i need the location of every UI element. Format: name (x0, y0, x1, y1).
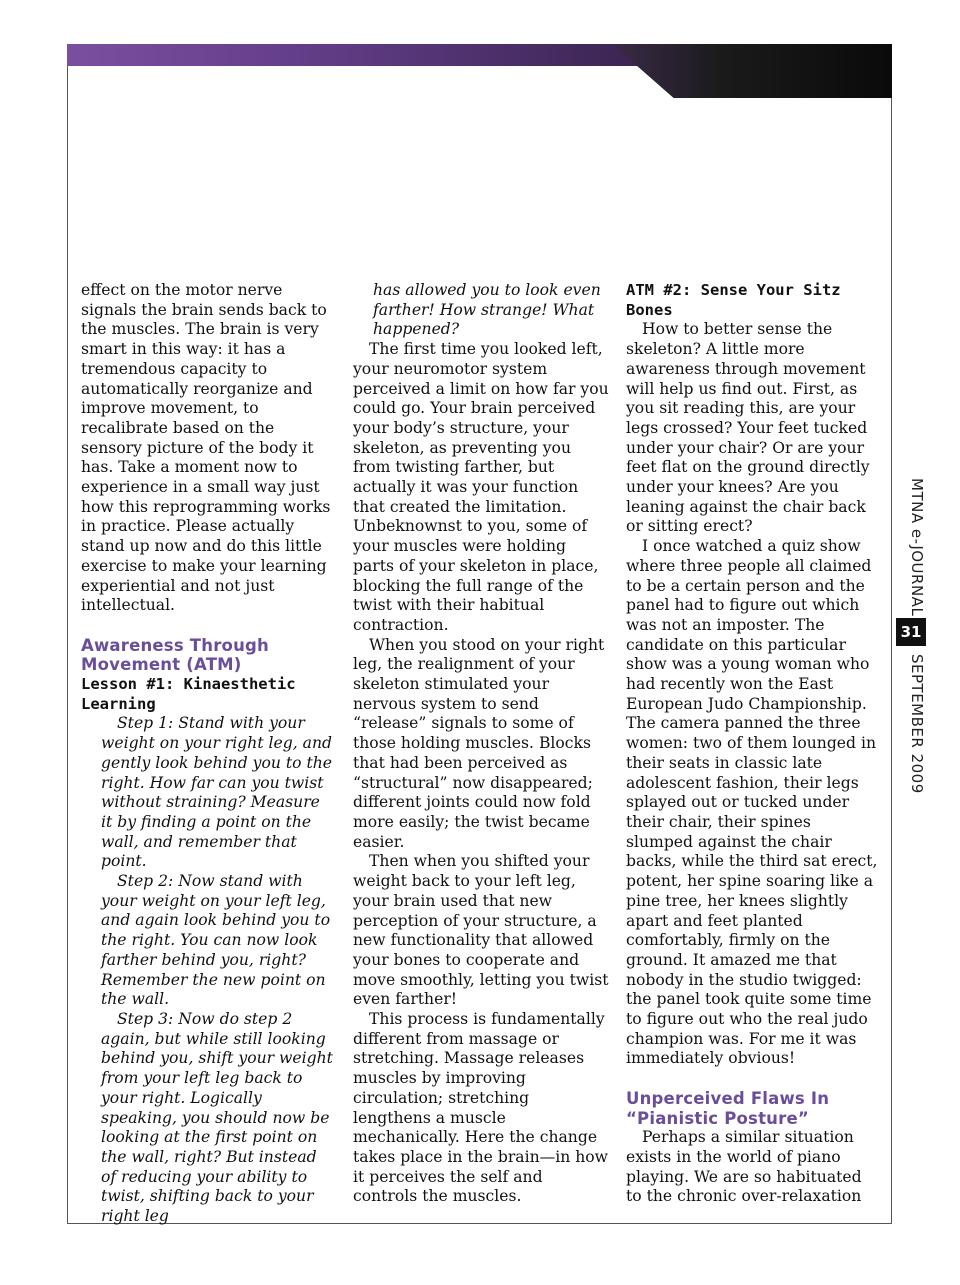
step-1: Step 1: Stand with your weight on your right leg, and gently look behind you to the right. How far can you twist without straining? Measure it by finding a point on the wall, and remember that point. (101, 714, 333, 871)
header-banner (67, 44, 892, 98)
section-heading: Unperceived Flaws In “Pianistic Posture” (626, 1088, 830, 1128)
atm2-heading: ATM #2: Sense Your Sitz Bones (626, 281, 841, 319)
body-paragraph: The first time you looked left, your neuromotor system perceived a limit on how far you could go. Your brain perceived your body’s structure, your skeleton, as preventing you from twisting farther, but actually it was your function that created the limitation. Unbeknownst to you, some of your muscles were holding parts of your skeleton in place, blocking the full range of the twist with their habitual contraction. (353, 340, 609, 634)
lesson-heading: Lesson #1: Kinaesthetic Learning (81, 675, 296, 713)
step-3-continued: has allowed you to look even farther! How strange! What happened? (373, 281, 601, 339)
step-3: Step 3: Now do step 2 again, but while still looking behind you, shift your weight from your left leg back to your right. Logically speaking, you should now be looking at the first point on the wall, right? But instead of reducing your ability to twist, shifting back to your right leg (101, 1010, 333, 1226)
step-2: Step 2: Now stand with your weight on your left leg, and again look behind you to the right. You can now look farther behind you, right? Remember the new point on the wall. (101, 872, 331, 1009)
body-paragraph: effect on the motor nerve signals the brain sends back to the muscles. The brain is very smart in this way: it has a tremendous capacity to automatically reorganize and improve movement, to recalibrate based on the sensory picture of the body it has. Take a moment now to experience in a small way just how this reprogramming works in practice. Please actually stand up now and do this little exercise to make your learning experiential and not just intellectual. (81, 281, 331, 615)
column-3 (626, 281, 882, 1207)
body-paragraph: Perhaps a similar situation exists in the world of piano playing. We are so habituated to the chronic over-relaxation (626, 1128, 862, 1206)
body-paragraph: I once watched a quiz show where three people all claimed to be a certain person and the panel had to figure out which was not an imposter. The candidate on this particular show was a young woman who had recently won the East European Judo Championship. The camera panned the three women: two of them lounged in their seats in classic late adolescent fashion, their legs splayed out or tucked under their chair, their spines slumped against the chair backs, while the third sat erect, potent, her spine soaring like a pine tree, her knees slightly apart and feet planted comfortably, firmly on the ground. It amazed me that nobody in the studio twigged: the panel took quite some time to figure out who the real judo champion was. For me it was immediately obvious! (626, 537, 878, 1068)
body-paragraph: This process is fundamentally different from massage or stretching. Massage releases muscles by improving circulation; stretching lengthens a muscle mechanically. Here the change takes place in the brain—in how it perceives the self and controls the muscles. (353, 1010, 608, 1206)
page-number: 31 (896, 618, 926, 646)
journal-name: MTNA e-JOURNAL (908, 478, 926, 617)
page-sidebar (896, 470, 926, 800)
header-dark-tab (612, 44, 892, 98)
section-heading: Awareness Through Movement (ATM) (81, 635, 269, 675)
column-1 (81, 281, 336, 1227)
issue-date: SEPTEMBER 2009 (908, 654, 926, 794)
body-paragraph: When you stood on your right leg, the realignment of your skeleton stimulated your nervous system to send “release” signals to some of those holding muscles. Blocks that had been perceived as “structural” now disappeared; different joints could now fold more easily; the twist became easier. (353, 635, 605, 851)
column-2 (353, 281, 611, 1207)
body-paragraph: How to better sense the skeleton? A little more awareness through movement will help us find out. First, as you sit reading this, are your legs crossed? Your feet tucked under your chair? Or are your feet flat on the ground directly under your knees? Are you leaning against the chair back or sitting erect? (626, 320, 870, 536)
body-paragraph: Then when you shifted your weight back to your left leg, your brain used that new perception of your structure, a new functionality that allowed your bones to cooperate and move smoothly, letting you twist even farther! (353, 852, 609, 1009)
